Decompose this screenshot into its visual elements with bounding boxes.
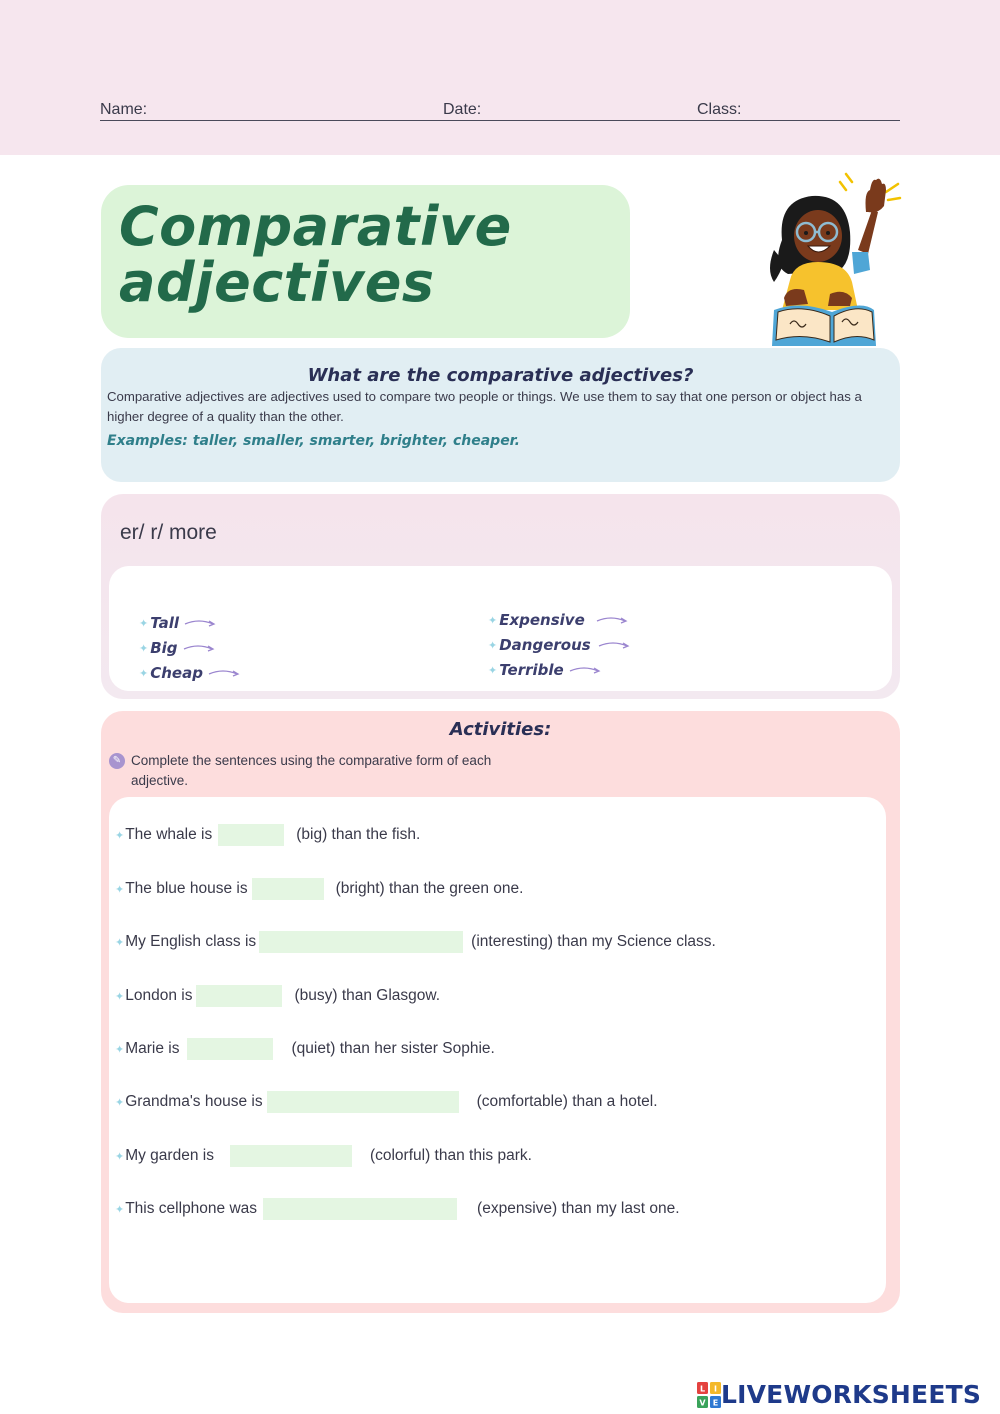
activities-instruction: Complete the sentences using the comparative form of each adjective.: [131, 753, 492, 788]
sparkle-icon: ✦: [115, 829, 125, 842]
long-word-item: ✦ Terrible: [488, 661, 602, 679]
sparkle-icon: ✦: [139, 641, 149, 655]
girl-reading-illustration: [760, 170, 905, 350]
header-underline: [100, 120, 900, 121]
answer-input-5[interactable]: [187, 1038, 273, 1060]
examples-text: Examples: taller, smaller, smarter, brighter, cheaper.: [107, 433, 520, 449]
definition-box: [101, 348, 900, 482]
short-word-item: ✦ Big: [139, 639, 216, 657]
sparkle-icon: ✦: [115, 936, 125, 949]
arrow-icon: [183, 618, 217, 628]
liveworksheets-logo: [697, 1380, 981, 1409]
rule-title: er/ r/ more: [120, 521, 217, 544]
answer-input-8[interactable]: [263, 1198, 457, 1220]
activities-title: Activities:: [449, 719, 552, 740]
definition-heading: What are the comparative adjectives?: [307, 365, 694, 386]
title-line-2: adjectives: [119, 251, 435, 314]
title-box: [101, 185, 630, 338]
sparkle-icon: ✦: [115, 883, 125, 896]
exercise-panel: [109, 797, 886, 1303]
rule-word-panel: [109, 566, 892, 691]
answer-input-1[interactable]: [218, 824, 284, 846]
title-line-1: Comparative: [119, 195, 512, 258]
arrow-icon: [568, 665, 602, 675]
sentence-row: ✦ Grandma's house is (comfortable) than a hotel.: [115, 1090, 658, 1114]
sentence-row: ✦ Marie is (quiet) than her sister Sophie.: [115, 1037, 495, 1061]
sentence-row: ✦ This cellphone was (expensive) than my last one.: [115, 1197, 680, 1221]
long-word-item: ✦ Expensive: [488, 611, 629, 629]
rule-box: [101, 494, 900, 699]
short-word-item: ✦ Cheap: [139, 664, 241, 682]
sentence-row: ✦ The whale is (big) than the fish.: [115, 823, 420, 847]
short-word-item: ✦ Tall: [139, 614, 217, 632]
arrow-icon: [207, 668, 241, 678]
svg-text:V: V: [699, 1398, 706, 1407]
definition-text: Comparative adjectives are adjectives used to compare two people or things. We use them to say that one person or object has a higher degree of a quality than the other.: [107, 389, 862, 424]
sparkle-icon: ✦: [488, 638, 498, 652]
class-label: Class:: [697, 101, 742, 118]
header-band: [0, 0, 1000, 155]
answer-input-3[interactable]: [259, 931, 463, 953]
sparkle-icon: ✦: [139, 666, 149, 680]
sparkle-icon: ✦: [115, 1096, 125, 1109]
pencil-check-icon: ✎: [109, 753, 125, 769]
answer-input-2[interactable]: [252, 878, 324, 900]
name-label: Name:: [100, 101, 148, 118]
answer-input-7[interactable]: [230, 1145, 352, 1167]
sparkle-icon: ✦: [139, 616, 149, 630]
sparkle-icon: ✦: [488, 613, 498, 627]
activities-box: [101, 711, 900, 1313]
arrow-icon: [182, 643, 216, 653]
sentence-row: ✦ London is (busy) than Glasgow.: [115, 984, 440, 1008]
svg-text:L: L: [699, 1384, 706, 1393]
sentence-row: ✦ My English class is (interesting) than my Science class.: [115, 930, 716, 954]
liveworksheets-wordmark: LIVEWORKSHEETS: [721, 1380, 982, 1409]
svg-text:E: E: [712, 1398, 719, 1407]
sparkle-icon: ✦: [115, 1043, 125, 1056]
sparkle-icon: ✦: [488, 663, 498, 677]
sparkle-icon: ✦: [115, 1203, 125, 1216]
long-word-item: ✦ Dangerous: [488, 636, 631, 654]
arrow-icon: [595, 615, 629, 625]
answer-input-6[interactable]: [267, 1091, 459, 1113]
arrow-icon: [597, 640, 631, 650]
svg-text:I: I: [714, 1384, 717, 1393]
sparkle-icon: ✦: [115, 990, 125, 1003]
answer-input-4[interactable]: [196, 985, 282, 1007]
liveworksheets-logo-icon: [697, 1382, 721, 1408]
sentence-row: ✦ The blue house is (bright) than the green one.: [115, 877, 523, 901]
date-label: Date:: [443, 101, 482, 118]
sparkle-icon: ✦: [115, 1150, 125, 1163]
page-title: [119, 195, 512, 314]
sentence-row: ✦ My garden is (colorful) than this park.: [115, 1144, 532, 1168]
